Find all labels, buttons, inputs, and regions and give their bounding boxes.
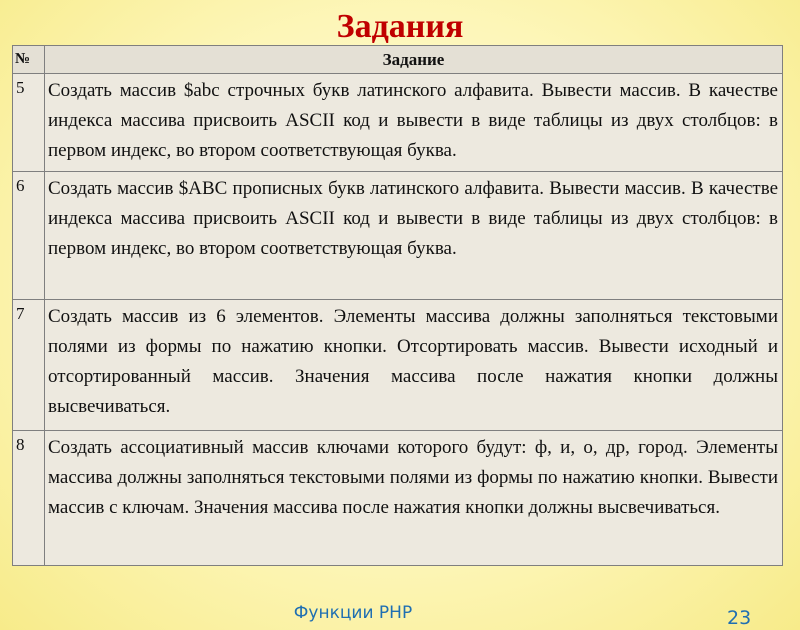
task-text: Создать массив из 6 элементов. Элементы массива должны заполняться текстовыми полями из формы по нажатию кнопки. Отсортировать массив. Вывести исходный и отсортированный массив. Значения массива после нажатия кнопки должны высвечиваться. [45,300,783,431]
footer-text: Функции PHP [293,603,413,623]
table-header-row [13,46,783,74]
slide-title: Задания [336,8,464,45]
table-row [13,74,783,172]
task-number: 5 [13,74,45,172]
table-row [13,431,783,566]
page-number: 23 [727,607,752,629]
header-task: Задание [45,46,783,74]
task-number: 8 [13,431,45,566]
table-row [13,172,783,300]
task-text: Создать массив $ABC прописных букв латинского алфавита. Вывести массив. В качестве индекса массива присвоить ASCII код и вывести в виде таблицы из двух столбцов: в первом индекс, во втором соответствующая буква. [45,172,783,300]
task-text: Создать ассоциативный массив ключами которого будут: ф, и, о, др, город. Элементы массива должны заполняться текстовыми полями из формы по нажатию кнопки. Вывести массив с ключам. Значения массива после нажатия кнопки должны высвечиваться. [45,431,783,566]
table-row [13,300,783,431]
header-number: № [13,46,45,74]
task-number: 6 [13,172,45,300]
tasks-table [12,45,783,566]
task-number: 7 [13,300,45,431]
task-text: Создать массив $abc строчных букв латинского алфавита. Вывести массив. В качестве индекса массива присвоить ASCII код и вывести в виде таблицы из двух столбцов: в первом индекс, во втором соответствующая буква. [45,74,783,172]
